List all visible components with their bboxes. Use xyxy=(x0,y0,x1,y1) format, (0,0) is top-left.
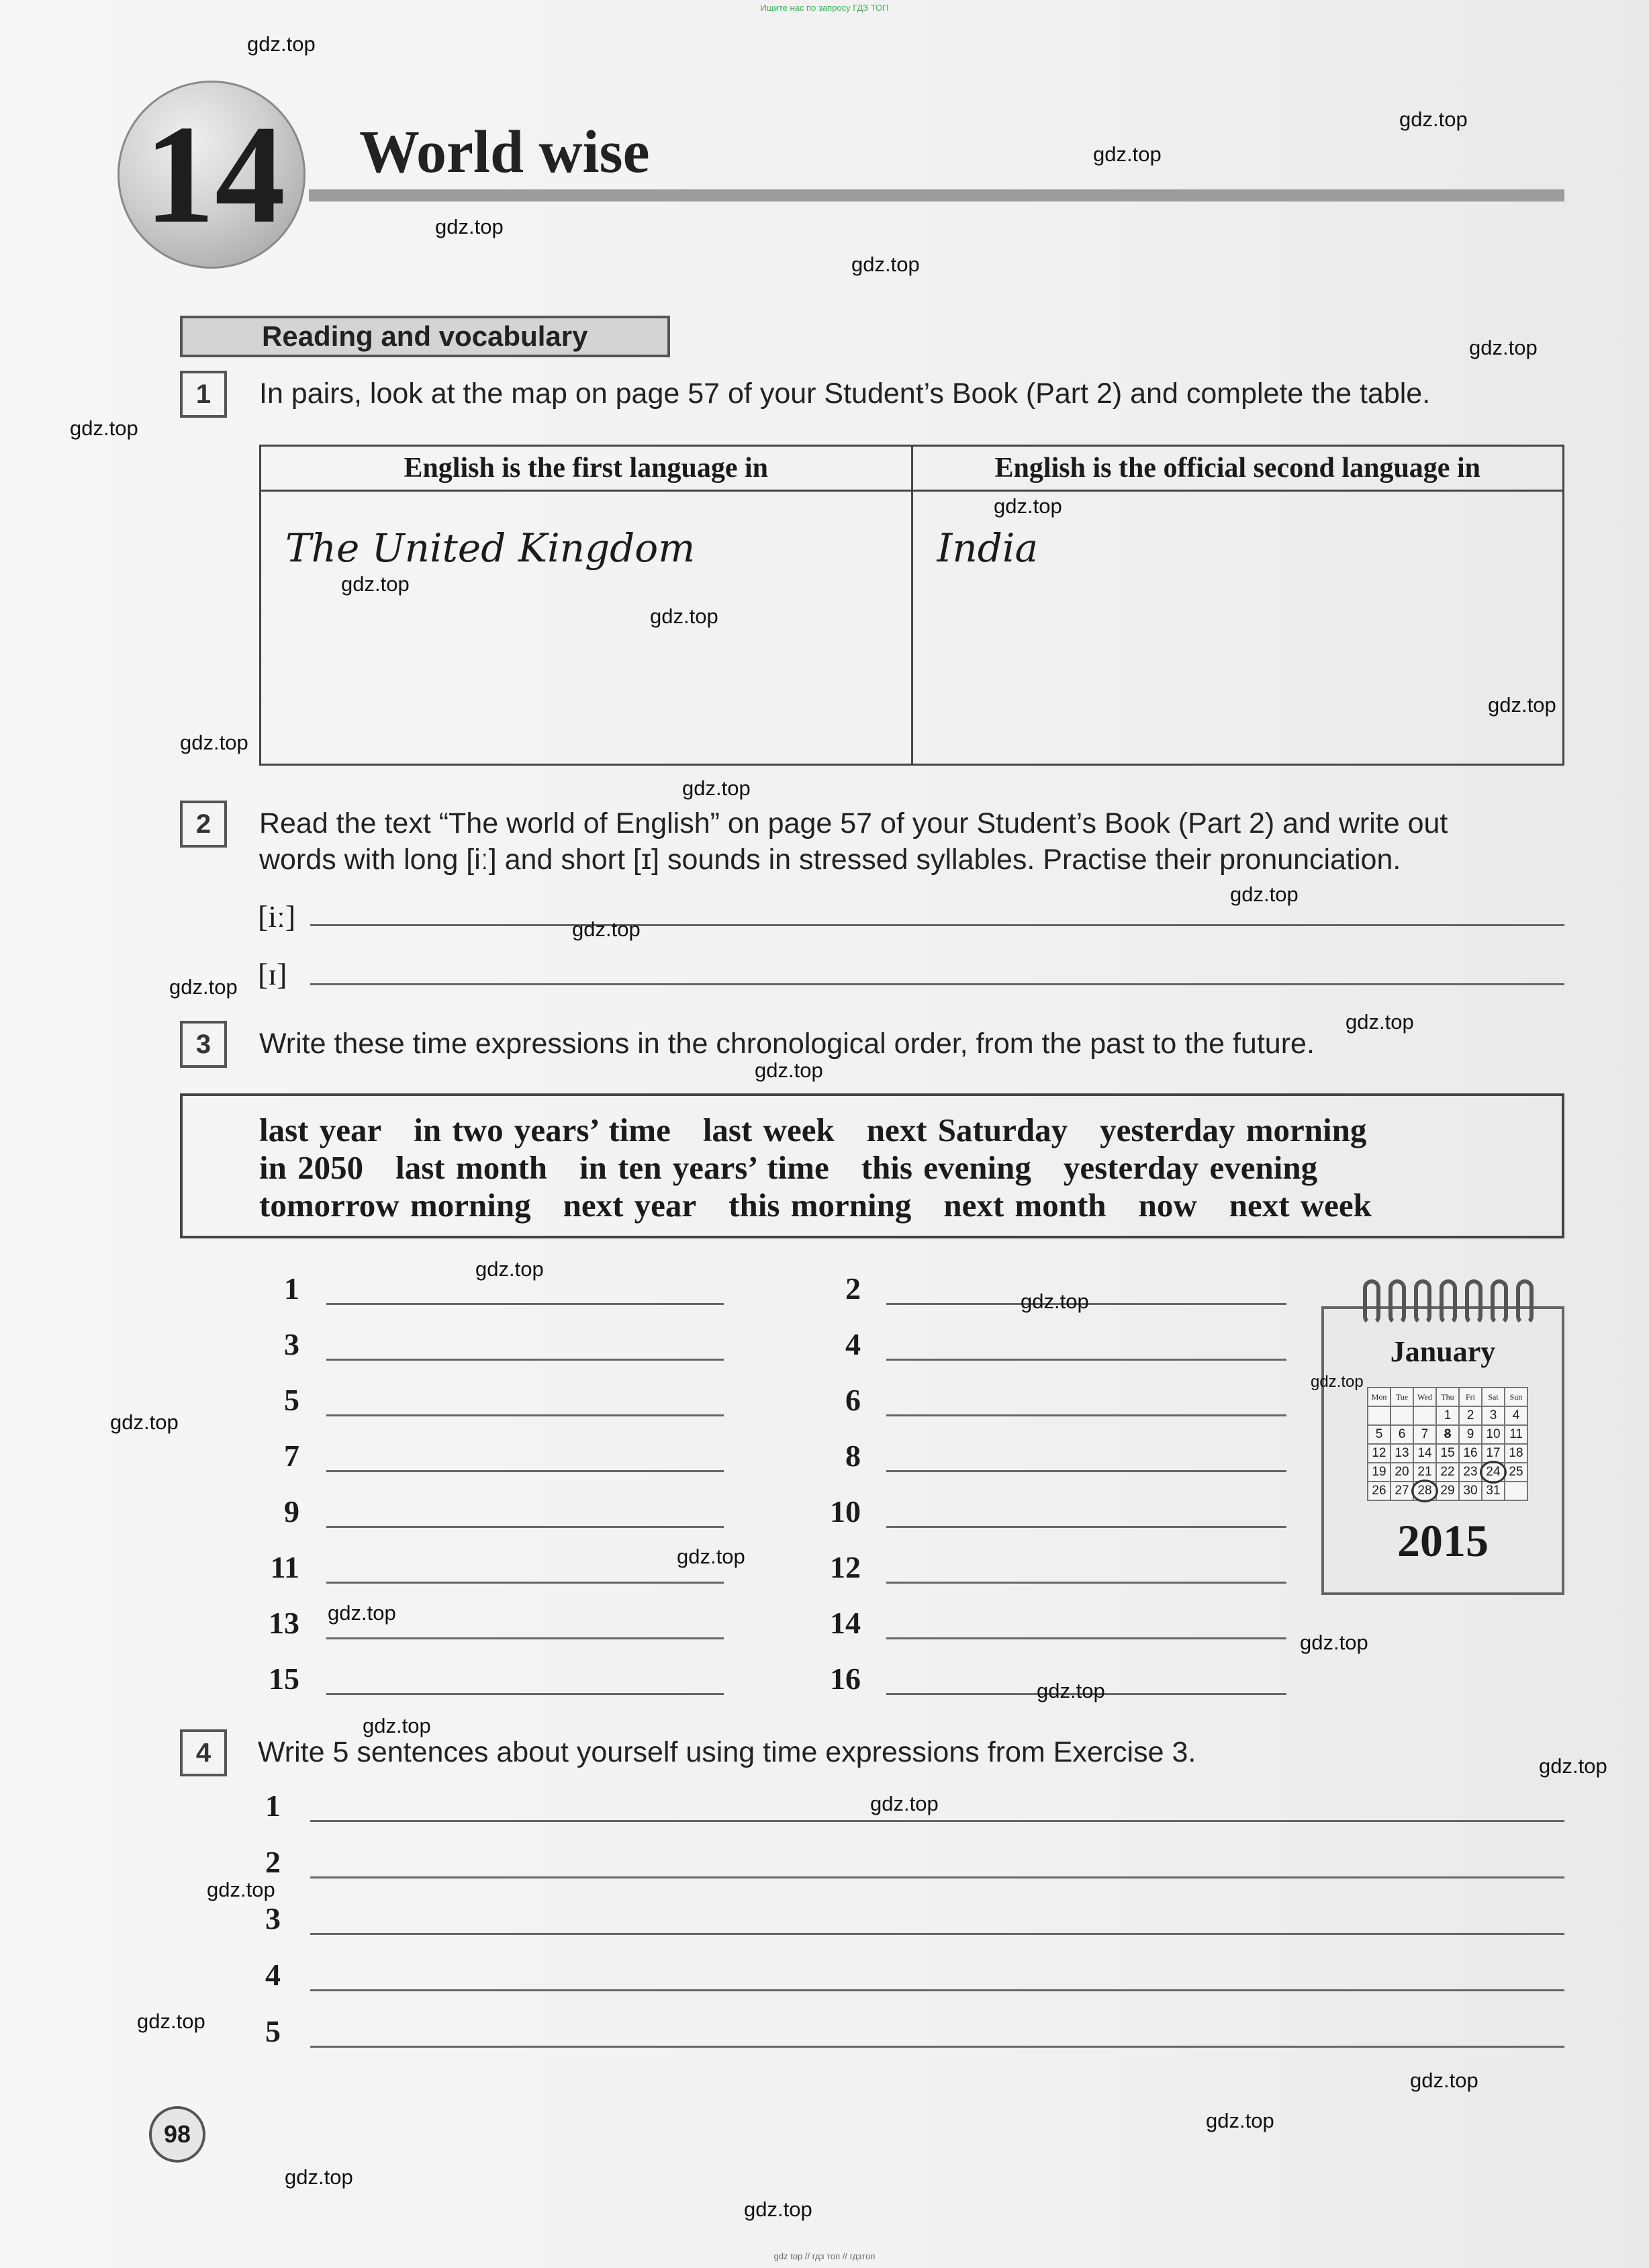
answer-number-10: 10 xyxy=(830,1494,861,1529)
section-header: Reading and vocabulary xyxy=(180,316,670,357)
calendar-day-header: Wed xyxy=(1413,1388,1436,1406)
calendar-illustration xyxy=(1321,1279,1564,1600)
watermark: gdz.top xyxy=(1539,1754,1607,1778)
answer-line-10[interactable] xyxy=(886,1526,1286,1528)
calendar-day-header: Tue xyxy=(1391,1388,1413,1406)
calendar-day: 2 xyxy=(1459,1406,1482,1425)
word-item: in 2050 xyxy=(259,1149,364,1186)
calendar-day: 19 xyxy=(1368,1463,1391,1482)
watermark: gdz.top xyxy=(1206,2109,1274,2132)
watermark: gdz.top xyxy=(572,917,641,941)
answer-line-12[interactable] xyxy=(886,1582,1286,1584)
answer-number-14: 14 xyxy=(830,1606,861,1640)
word-item: in two years’ time xyxy=(414,1112,671,1148)
calendar-day: 22 xyxy=(1436,1463,1459,1482)
exercise-3-instruction: Write these time expressions in the chronological order, from the past to the future. xyxy=(259,1028,1315,1060)
word-item: tomorrow morning xyxy=(259,1187,531,1224)
answer-number-15: 15 xyxy=(269,1662,299,1696)
calendar-day-circled: 28 xyxy=(1413,1482,1436,1500)
watermark: gdz.top xyxy=(285,2165,353,2189)
answer-number-5: 5 xyxy=(284,1383,299,1417)
watermark: gdz.top xyxy=(1488,693,1556,717)
word-item: now xyxy=(1138,1187,1197,1224)
exercise-4-number: 4 xyxy=(180,1729,227,1776)
answer-line-14[interactable] xyxy=(886,1637,1286,1639)
calendar-day xyxy=(1505,1482,1527,1500)
calendar-day: 30 xyxy=(1459,1482,1482,1500)
calendar-day-header: Thu xyxy=(1436,1388,1459,1406)
calendar-day: 15 xyxy=(1436,1444,1459,1463)
answer-line-3[interactable] xyxy=(326,1359,724,1361)
long-i-answer-line[interactable] xyxy=(310,924,1564,926)
calendar-day: 27 xyxy=(1391,1482,1413,1500)
calendar-day: 10 xyxy=(1482,1425,1505,1444)
word-item: last month xyxy=(395,1149,548,1186)
calendar-day: 18 xyxy=(1505,1444,1527,1463)
word-item: next Saturday xyxy=(866,1112,1068,1148)
exercise-2-instruction-line1: Read the text “The world of English” on page 57 of your Student’s Book (Part 2) and write out xyxy=(259,807,1448,840)
watermark: gdz.top xyxy=(341,572,410,596)
watermark: gdz.top xyxy=(744,2197,812,2221)
bottom-note: gdz top // гдз топ // гдзтоп xyxy=(773,2251,876,2261)
short-i-label: [ɪ] xyxy=(258,957,287,991)
watermark: gdz.top xyxy=(994,494,1062,518)
calendar-day: 23 xyxy=(1459,1463,1482,1482)
exercise-4-instruction: Write 5 sentences about yourself using time expressions from Exercise 3. xyxy=(258,1736,1196,1768)
answer-number-7: 7 xyxy=(284,1439,299,1473)
calendar-ring xyxy=(1516,1279,1534,1325)
word-item: next month xyxy=(943,1187,1106,1224)
calendar-day: 7 xyxy=(1413,1425,1436,1444)
watermark: gdz.top xyxy=(110,1410,179,1434)
table-header-first: English is the first language in xyxy=(261,446,912,491)
calendar-day xyxy=(1368,1406,1391,1425)
calendar-ring xyxy=(1388,1279,1406,1325)
answer-first-language: The United Kingdom xyxy=(285,525,696,571)
watermark: gdz.top xyxy=(70,416,138,440)
sentence-line-1[interactable] xyxy=(310,1820,1564,1822)
word-item: this morning xyxy=(728,1187,912,1224)
calendar-day-crossed: 8 xyxy=(1436,1425,1459,1444)
calendar-day-header: Sun xyxy=(1505,1388,1527,1406)
watermark: gdz.top xyxy=(851,253,920,276)
watermark: gdz.top xyxy=(1311,1373,1364,1391)
sentence-number-4: 4 xyxy=(265,1958,281,1992)
calendar-grid xyxy=(1367,1387,1528,1501)
top-note: Ищите нас по запросу ГДЗ ТОП xyxy=(760,3,889,13)
watermark: gdz.top xyxy=(207,1878,275,1901)
watermark: gdz.top xyxy=(169,975,238,999)
calendar-ring xyxy=(1414,1279,1431,1325)
calendar-day: 1 xyxy=(1436,1406,1459,1425)
answer-line-9[interactable] xyxy=(326,1526,724,1528)
answer-line-15[interactable] xyxy=(326,1693,724,1695)
answer-number-9: 9 xyxy=(284,1494,299,1529)
calendar-ring xyxy=(1363,1279,1380,1325)
short-i-answer-line[interactable] xyxy=(310,983,1564,985)
sentence-line-2[interactable] xyxy=(310,1876,1564,1878)
watermark: gdz.top xyxy=(682,776,751,800)
calendar-day-header: Fri xyxy=(1459,1388,1482,1406)
long-i-label: [iː] xyxy=(258,899,296,934)
answer-line-11[interactable] xyxy=(326,1582,724,1584)
calendar-day: 3 xyxy=(1482,1406,1505,1425)
table-header-second: English is the official second language in xyxy=(912,446,1564,491)
word-item: in ten years’ time xyxy=(579,1149,829,1186)
watermark: gdz.top xyxy=(870,1792,939,1815)
answer-number-3: 3 xyxy=(284,1327,299,1361)
answer-second-language: India xyxy=(937,525,1039,571)
calendar-day: 12 xyxy=(1368,1444,1391,1463)
unit-number: 14 xyxy=(144,97,285,253)
calendar-day: 20 xyxy=(1391,1463,1413,1482)
answer-line-8[interactable] xyxy=(886,1470,1286,1472)
calendar-day: 21 xyxy=(1413,1463,1436,1482)
sentence-number-1: 1 xyxy=(265,1788,281,1823)
sentence-line-3[interactable] xyxy=(310,1933,1564,1935)
exercise-3-number: 3 xyxy=(180,1021,227,1068)
calendar-day: 31 xyxy=(1482,1482,1505,1500)
sentence-line-5[interactable] xyxy=(310,2046,1564,2048)
watermark: gdz.top xyxy=(1021,1289,1089,1313)
sentence-number-2: 2 xyxy=(265,1845,281,1879)
answer-line-4[interactable] xyxy=(886,1359,1286,1361)
sentence-number-5: 5 xyxy=(265,2014,281,2048)
answer-number-6: 6 xyxy=(845,1383,861,1417)
word-item: last year xyxy=(259,1112,382,1148)
exercise-2-number: 2 xyxy=(180,801,227,848)
exercise-1-number: 1 xyxy=(180,371,227,418)
watermark: gdz.top xyxy=(677,1545,745,1568)
time-expressions-box xyxy=(180,1093,1564,1238)
answer-number-13: 13 xyxy=(269,1606,299,1640)
calendar-day: 29 xyxy=(1436,1482,1459,1500)
answer-number-2: 2 xyxy=(845,1271,861,1306)
watermark: gdz.top xyxy=(650,604,718,628)
answer-number-4: 4 xyxy=(845,1327,861,1361)
watermark: gdz.top xyxy=(180,731,248,754)
answer-line-5[interactable] xyxy=(326,1414,724,1416)
calendar-day: 11 xyxy=(1505,1425,1527,1444)
watermark: gdz.top xyxy=(1093,142,1162,166)
word-item: yesterday morning xyxy=(1100,1112,1367,1148)
calendar-day: 5 xyxy=(1368,1425,1391,1444)
first-language-cell[interactable] xyxy=(261,491,912,765)
calendar-day: 17 xyxy=(1482,1444,1505,1463)
answer-number-8: 8 xyxy=(845,1439,861,1473)
unit-title: World wise xyxy=(359,119,650,185)
calendar-day: 14 xyxy=(1413,1444,1436,1463)
answer-number-16: 16 xyxy=(830,1662,861,1696)
sentence-line-4[interactable] xyxy=(310,1989,1564,1991)
answer-number-1: 1 xyxy=(284,1271,299,1306)
calendar-day-header: Mon xyxy=(1368,1388,1391,1406)
watermark: gdz.top xyxy=(247,32,316,56)
watermark: gdz.top xyxy=(363,1714,431,1737)
language-table xyxy=(259,445,1564,766)
calendar-day: 16 xyxy=(1459,1444,1482,1463)
calendar-day: 26 xyxy=(1368,1482,1391,1500)
word-row-3 xyxy=(259,1186,1404,1224)
word-item: this evening xyxy=(861,1149,1031,1186)
word-row-1 xyxy=(259,1111,1399,1149)
watermark: gdz.top xyxy=(1346,1010,1414,1034)
answer-number-12: 12 xyxy=(830,1550,861,1584)
watermark: gdz.top xyxy=(1037,1679,1105,1703)
calendar-ring xyxy=(1440,1279,1457,1325)
watermark: gdz.top xyxy=(328,1601,396,1625)
calendar-month: January xyxy=(1390,1335,1496,1368)
title-rule xyxy=(309,189,1564,201)
sentence-number-3: 3 xyxy=(265,1901,281,1936)
answer-line-13[interactable] xyxy=(326,1637,724,1639)
watermark: gdz.top xyxy=(1410,2069,1478,2092)
answer-line-1[interactable] xyxy=(326,1303,724,1305)
calendar-day: 25 xyxy=(1505,1463,1527,1482)
calendar-day: 9 xyxy=(1459,1425,1482,1444)
watermark: gdz.top xyxy=(137,2009,205,2033)
word-row-2 xyxy=(259,1148,1350,1187)
answer-line-6[interactable] xyxy=(886,1414,1286,1416)
calendar-day-header: Sat xyxy=(1482,1388,1505,1406)
watermark: gdz.top xyxy=(755,1058,823,1082)
exercise-1-instruction: In pairs, look at the map on page 57 of your Student’s Book (Part 2) and complete the table. xyxy=(259,377,1431,410)
calendar-day-circled: 24 xyxy=(1482,1463,1505,1482)
calendar-day: 13 xyxy=(1391,1444,1413,1463)
calendar-year: 2015 xyxy=(1397,1515,1489,1566)
calendar-ring xyxy=(1491,1279,1508,1325)
calendar-day: 4 xyxy=(1505,1406,1527,1425)
watermark: gdz.top xyxy=(1230,882,1299,906)
page-number: 98 xyxy=(149,2106,205,2163)
second-language-cell[interactable] xyxy=(912,491,1564,765)
watermark: gdz.top xyxy=(1469,336,1538,359)
watermark: gdz.top xyxy=(475,1257,544,1281)
answer-number-11: 11 xyxy=(270,1550,299,1584)
calendar-day xyxy=(1391,1406,1413,1425)
calendar-day: 6 xyxy=(1391,1425,1413,1444)
watermark: gdz.top xyxy=(1399,107,1468,131)
calendar-ring xyxy=(1465,1279,1482,1325)
calendar-day xyxy=(1413,1406,1436,1425)
word-item: yesterday evening xyxy=(1063,1149,1318,1186)
exercise-2-instruction-line2: words with long [iː] and short [ɪ] sounds in stressed syllables. Practise their pronunciation. xyxy=(259,844,1401,876)
word-item: next week xyxy=(1229,1187,1372,1224)
word-item: last week xyxy=(702,1112,835,1148)
answer-line-7[interactable] xyxy=(326,1470,724,1472)
word-item: next year xyxy=(563,1187,697,1224)
watermark: gdz.top xyxy=(1300,1631,1368,1654)
watermark: gdz.top xyxy=(435,215,504,238)
